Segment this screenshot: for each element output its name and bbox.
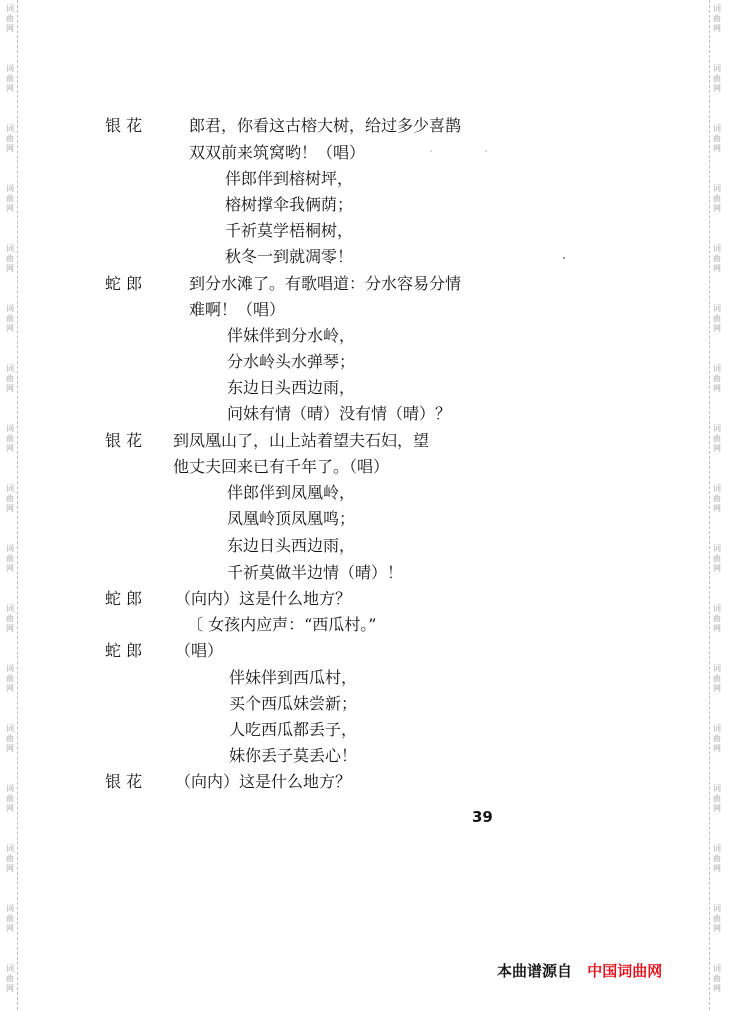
watermark-text: 词 曲 网: [713, 724, 721, 753]
watermark-text: 词 曲 网: [6, 184, 14, 213]
lyric-line: 千祈莫做半边情（晴）！: [227, 563, 404, 582]
watermark-text: 词 曲 网: [6, 904, 14, 933]
watermark-text: 词 曲 网: [713, 244, 721, 273]
right-watermark-strip: [709, 0, 724, 1010]
watermark-text: 词 曲 网: [713, 784, 721, 813]
watermark-text: 词 曲 网: [713, 184, 721, 213]
watermark-text: 词 曲 网: [713, 664, 721, 693]
scan-speck: [430, 150, 432, 152]
watermark-text: 词 曲 网: [6, 364, 14, 393]
page-number: 39: [472, 808, 493, 826]
lyric-line: 伴郎伴到凤凰岭，: [227, 483, 356, 502]
watermark-text: 词 曲 网: [713, 304, 721, 333]
watermark-text: 词 曲 网: [713, 964, 721, 993]
watermark-text: 词 曲 网: [713, 844, 721, 873]
watermark-text: 词 曲 网: [713, 424, 721, 453]
lyric-line: 东边日头西边雨，: [227, 378, 356, 397]
dialogue-line: [105, 771, 352, 793]
speaker-name: 银 花: [105, 116, 143, 135]
watermark-text: 词 曲 网: [6, 304, 14, 333]
lyric-line: 分水岭头水弹琴；: [227, 352, 356, 371]
watermark-text: 词 曲 网: [713, 604, 721, 633]
speaker-name: 银 花: [105, 431, 143, 450]
watermark-text: 词 曲 网: [6, 844, 14, 873]
dialogue-line: [105, 115, 462, 137]
watermark-text: 词 曲 网: [713, 904, 721, 933]
dialogue-line: 难啊！（唱）: [189, 300, 286, 319]
watermark-text: 词 曲 网: [6, 544, 14, 573]
source-site-link[interactable]: 中国词曲网: [587, 962, 663, 980]
scan-speck: [563, 257, 565, 259]
dialogue-line: [105, 273, 462, 295]
dialogue-text: （唱）: [175, 641, 224, 660]
watermark-text: 词 曲 网: [713, 364, 721, 393]
lyric-line: 伴郎伴到榕树坪，: [225, 169, 354, 188]
lyric-line: 东边日头西边雨，: [227, 536, 356, 555]
watermark-text: 词 曲 网: [6, 124, 14, 153]
speaker-name: 蛇 郎: [105, 641, 143, 660]
watermark-text: 词 曲 网: [713, 4, 721, 33]
watermark-text: 词 曲 网: [6, 64, 14, 93]
dialogue-text: （向内）这是什么地方？: [175, 772, 352, 791]
dialogue-line: [105, 588, 352, 610]
left-watermark-strip: [3, 0, 18, 1010]
lyric-line: 妹你丢子莫丢心！: [229, 746, 358, 765]
watermark-text: 词 曲 网: [6, 484, 14, 513]
lyric-line: 人吃西瓜都丢子，: [229, 720, 358, 739]
lyric-line: 秋冬一到就凋零！: [225, 247, 354, 266]
dialogue-line: 他丈夫回来已有千年了。（唱）: [173, 457, 390, 476]
dialogue-text: 到分水滩了。有歌唱道：分水容易分情: [189, 274, 462, 293]
lyric-line: 榕树撑伞我俩荫；: [225, 195, 354, 214]
watermark-text: 词 曲 网: [6, 784, 14, 813]
watermark-text: 词 曲 网: [713, 484, 721, 513]
lyric-line: 买个西瓜妹尝新；: [229, 694, 358, 713]
dialogue-line: [105, 430, 430, 452]
lyric-line: 问妹有情（晴）没有情（晴）？: [227, 404, 452, 423]
watermark-text: 词 曲 网: [6, 424, 14, 453]
speaker-name: 蛇 郎: [105, 589, 143, 608]
stage-direction: 〔 女孩内应声：“西瓜村。”: [187, 615, 377, 634]
lyric-line: 伴妹伴到西瓜村，: [229, 668, 358, 687]
watermark-text: 词 曲 网: [6, 724, 14, 753]
dialogue-text: （向内）这是什么地方？: [175, 589, 352, 608]
dialogue-text: 郎君，你看这古榕大树，给过多少喜鹊: [189, 116, 462, 135]
lyric-line: 凤凰岭顶凤凰鸣；: [227, 509, 356, 528]
dialogue-line: 双双前来筑窝哟！（唱）: [189, 143, 366, 162]
watermark-text: 词 曲 网: [713, 544, 721, 573]
watermark-text: 词 曲 网: [6, 664, 14, 693]
source-note: [497, 960, 662, 981]
source-label: 本曲谱源自: [497, 962, 573, 980]
watermark-text: 词 曲 网: [6, 244, 14, 273]
watermark-text: 词 曲 网: [713, 124, 721, 153]
watermark-text: 词 曲 网: [713, 64, 721, 93]
dialogue-text: 到凤凰山了，山上站着望夫石妇，望: [173, 431, 430, 450]
watermark-text: 词 曲 网: [6, 604, 14, 633]
watermark-text: 词 曲 网: [6, 964, 14, 993]
lyric-line: 千祈莫学梧桐树，: [225, 221, 354, 240]
speaker-name: 银 花: [105, 772, 143, 791]
lyric-line: 伴妹伴到分水岭，: [227, 326, 356, 345]
scan-speck: [485, 150, 487, 152]
speaker-name: 蛇 郎: [105, 274, 143, 293]
dialogue-line: [105, 640, 224, 662]
watermark-text: 词 曲 网: [6, 4, 14, 33]
